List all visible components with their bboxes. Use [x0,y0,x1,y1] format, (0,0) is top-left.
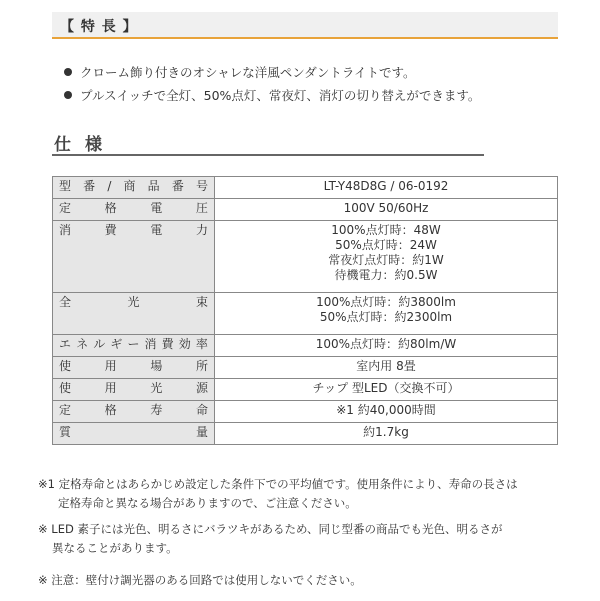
label-char: 費 [104,223,117,237]
label-char: 使 [59,359,72,373]
features-header [52,12,558,39]
spec-label-text [59,381,208,396]
spec-title: 仕様 [54,135,116,155]
label-char: 格 [104,403,117,417]
spec-row [53,379,558,401]
spec-value-line: LT-Y48D8G / 06-0192 [323,179,449,193]
feature-item [64,64,584,87]
label-char: 使 [59,381,72,395]
spec-label-text [59,201,208,216]
spec-label [53,335,215,357]
label-char: 号 [195,179,208,193]
label-char: 番 [83,179,96,193]
label-char: 源 [195,381,208,395]
label-char: 束 [195,295,208,309]
spec-value-line: 50%点灯時：24W [335,238,437,252]
feature-item [64,87,584,110]
spec-value [215,335,558,357]
spec-label-text [59,359,208,374]
label-char: 圧 [195,201,208,215]
spec-value-line: 室内用 8畳 [356,359,416,373]
label-char: ル [93,337,106,351]
spec-label-text [59,337,208,352]
label-char: エ [59,337,72,351]
features-title: 【 特 長 】 [60,19,138,35]
label-char: 質 [59,425,72,439]
label-char: 効 [178,337,191,351]
spec-row [53,199,558,221]
spec-row [53,335,558,357]
spec-label [53,293,215,335]
spec-label-text [59,295,208,310]
label-char: 型 [59,179,72,193]
label-char: ネ [76,337,89,351]
spec-value [215,199,558,221]
spec-value-line: 100%点灯時：約80lm/W [315,337,457,351]
spec-value [215,221,558,293]
label-char: 電 [150,201,163,215]
spec-label [53,177,215,199]
spec-value [215,401,558,423]
label-char: 番 [171,179,184,193]
spec-row [53,357,558,379]
label-char: 商 [123,179,136,193]
note-line: 定格寿命と異なる場合がありますので、ご注意ください。 [58,496,357,510]
label-char: ギ [110,337,123,351]
spec-value [215,293,558,335]
spec-value [215,357,558,379]
note-led [38,520,578,558]
caution-note: ※ 注意：壁付け調光器のある回路では使用しないでください。 [38,573,362,587]
spec-label-text [59,425,208,440]
label-char: 定 [59,403,72,417]
label-char: 量 [195,425,208,439]
label-char: 場 [150,359,163,373]
spec-label [53,221,215,293]
feature-text: クローム飾り付きのオシャレな洋風ペンダントライトです。 [80,65,416,80]
label-char: 電 [150,223,163,237]
spec-table [52,176,558,445]
spec-value [215,423,558,445]
spec-value-line: ※1 約40,000時間 [336,403,436,417]
label-char: 消 [144,337,157,351]
spec-label-text [59,179,208,194]
label-char: 費 [161,337,174,351]
spec-value-line: 100%点灯時：48W [331,223,441,237]
label-char: 消 [59,223,72,237]
feature-text: プルスイッチで全灯、50%点灯、常夜灯、消灯の切り替えができます。 [80,88,481,103]
spec-value [215,379,558,401]
label-char: 用 [104,359,117,373]
spec-value-line: 約1.7kg [363,425,409,439]
label-char: 用 [104,381,117,395]
spec-value-line: 100%点灯時：約3800lm [316,295,456,309]
label-char: 光 [150,381,163,395]
label-char: 品 [147,179,160,193]
label-char: ー [127,337,140,351]
note-lifetime [38,475,578,513]
spec-label [53,423,215,445]
label-char: 定 [59,201,72,215]
note-line: ※ LED 素子には光色、明るさにバラツキがあるため、同じ型番の商品でも光色、明るさが [38,522,503,536]
features-list [64,64,584,110]
label-char: 全 [59,295,72,309]
spec-value [215,177,558,199]
label-char: 率 [195,337,208,351]
spec-label-text [59,223,208,238]
label-char: 寿 [150,403,163,417]
spec-value-line: 常夜灯点灯時：約1W [328,253,444,267]
spec-value-line: 50%点灯時：約2300lm [319,310,453,324]
label-char: 格 [104,201,117,215]
spec-label [53,199,215,221]
bullet-icon [64,68,72,76]
spec-value-line: 待機電力：約0.5W [334,268,438,282]
spec-row [53,293,558,335]
spec-row [53,177,558,199]
label-char: / [107,179,112,193]
label-char: 所 [195,359,208,373]
spec-label-text [59,403,208,418]
spec-row [53,423,558,445]
spec-label [53,401,215,423]
spec-row [53,221,558,293]
spec-row [53,401,558,423]
notes [38,475,578,565]
label-char: 力 [195,223,208,237]
spec-value-line: チップ 型LED（交換不可） [312,381,460,395]
label-char: 光 [127,295,140,309]
spec-heading [52,130,484,156]
spec-label [53,357,215,379]
note-line: 異なることがあります。 [52,541,178,555]
note-line: ※1 定格寿命とはあらかじめ設定した条件下での平均値です。使用条件により、寿命の長さは [38,477,518,491]
label-char: 命 [195,403,208,417]
spec-value-line: 100V 50/60Hz [343,201,429,215]
spec-label [53,379,215,401]
bullet-icon [64,91,72,99]
